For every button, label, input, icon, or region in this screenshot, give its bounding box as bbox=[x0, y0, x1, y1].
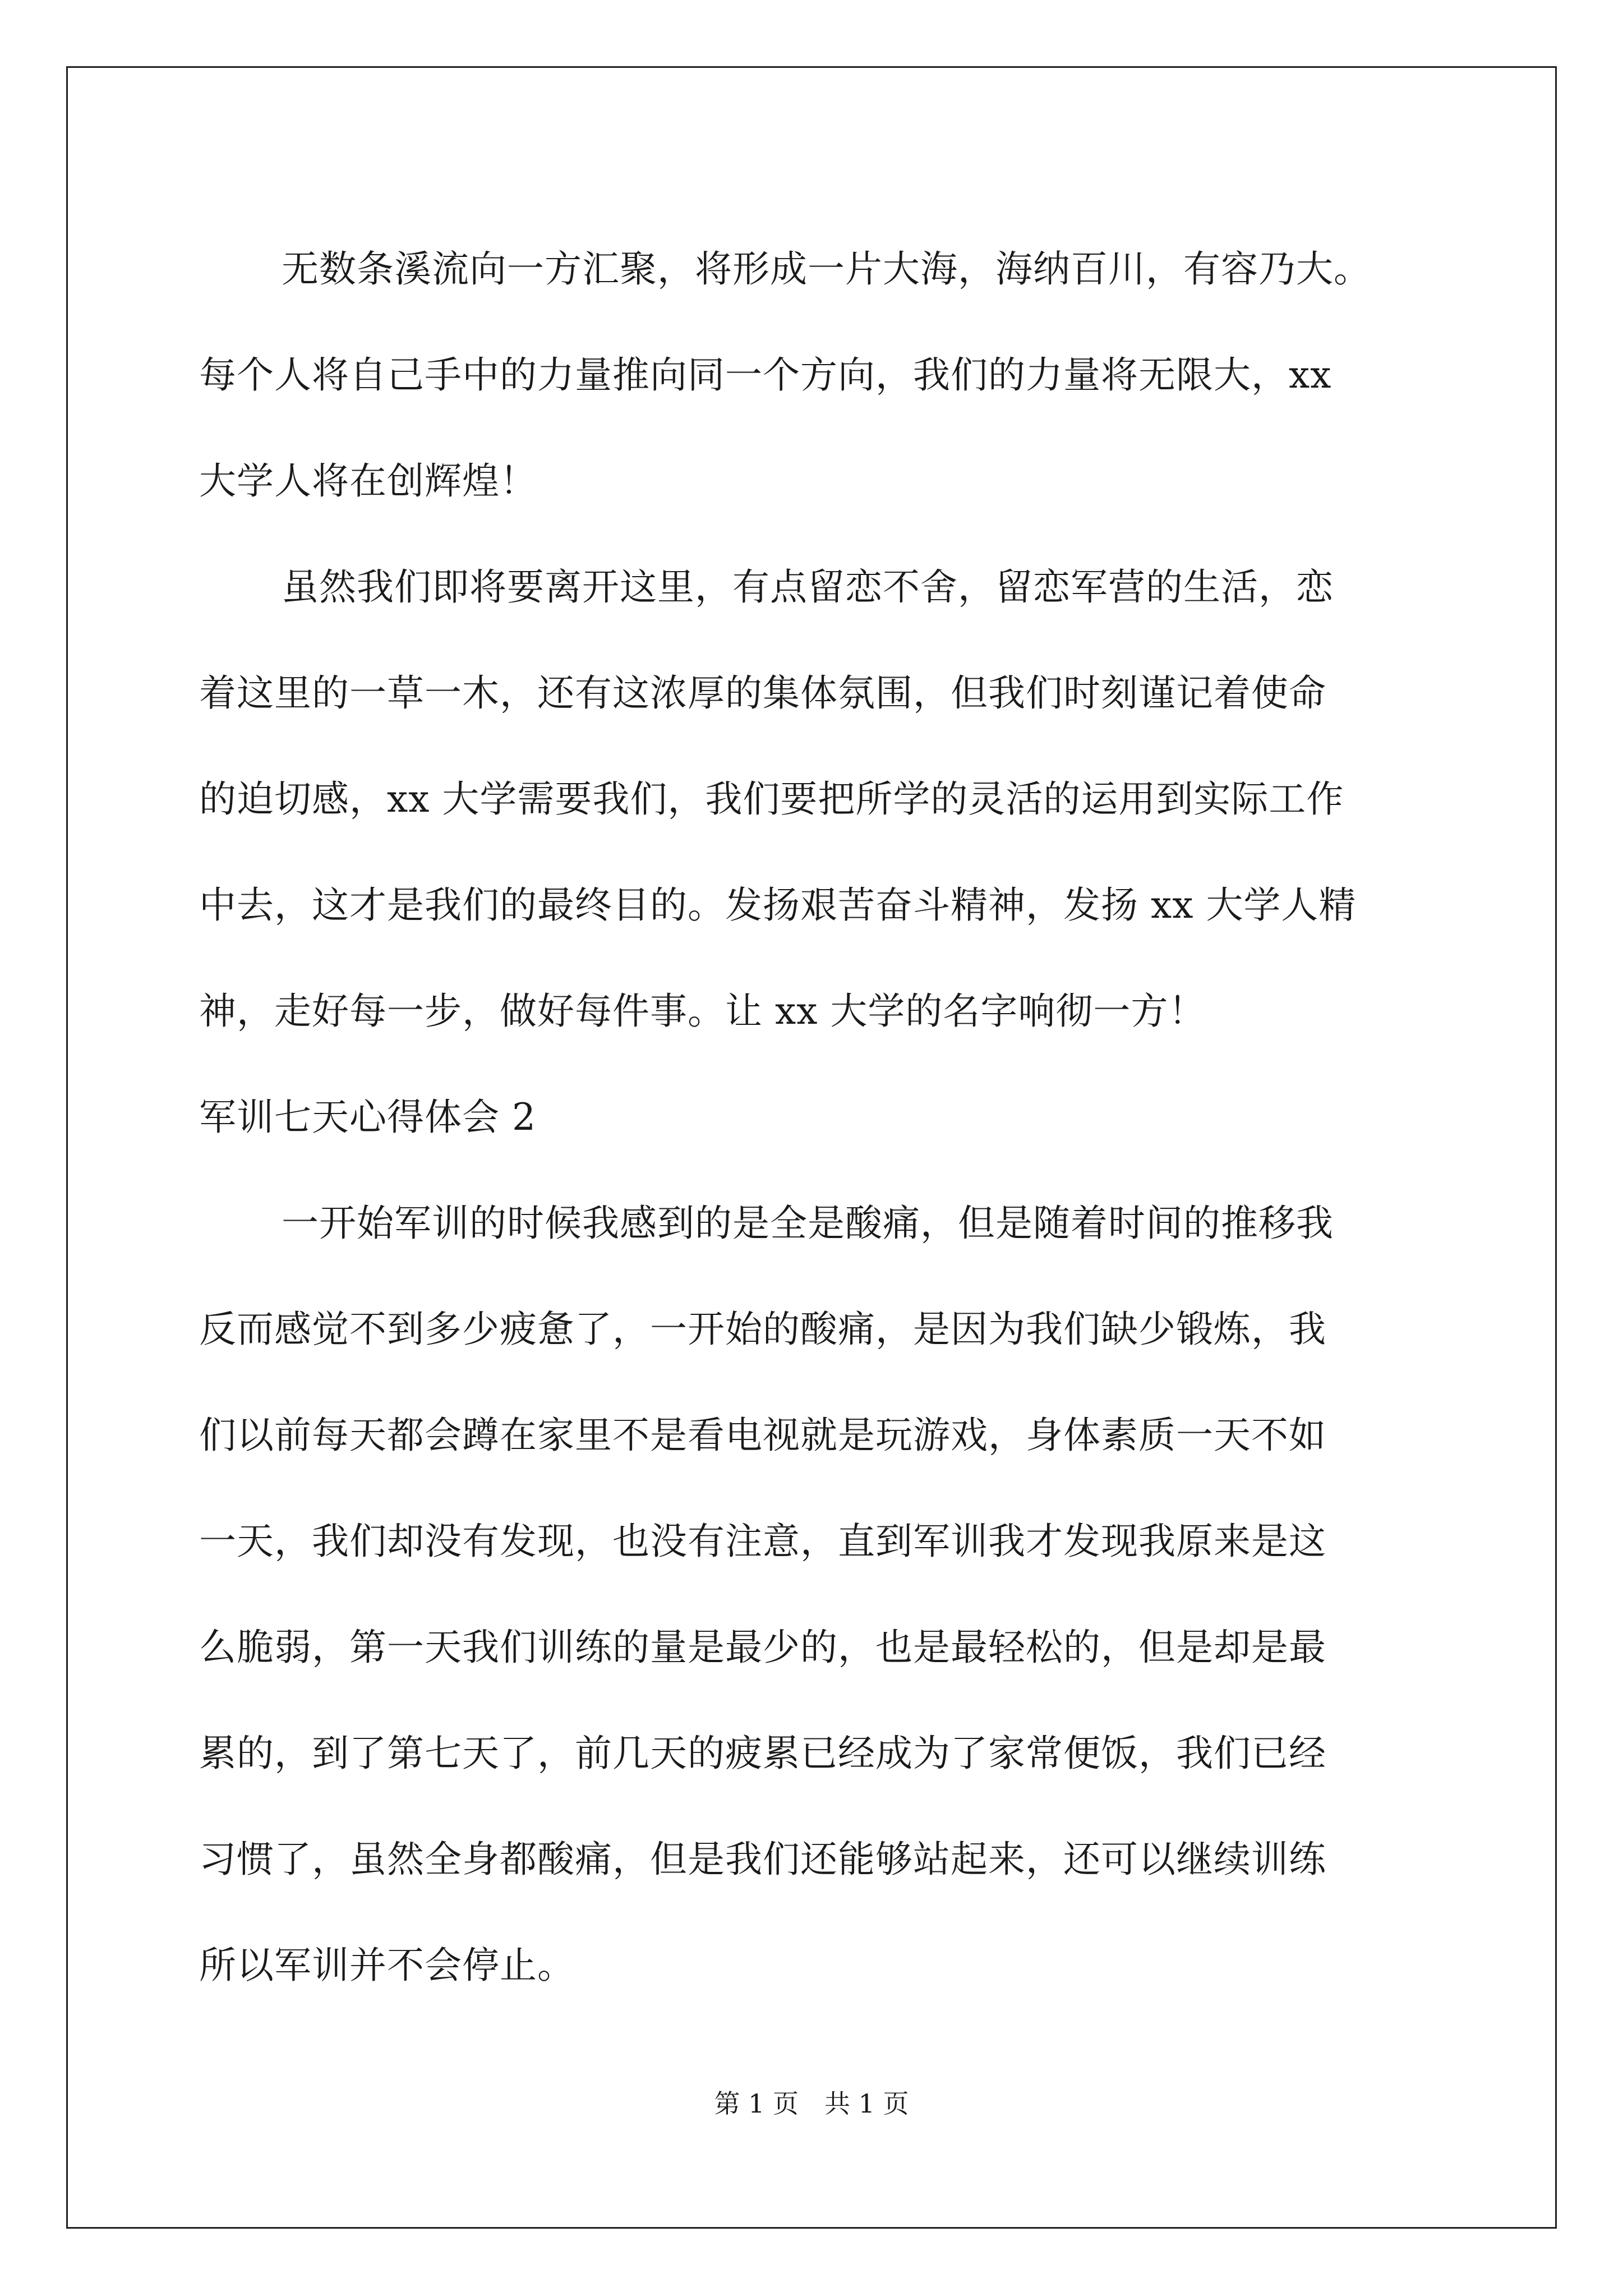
paragraph-2-line-5: 神，走好每一步，做好每件事。让 xx 大学的名字响彻一方！ bbox=[199, 990, 1206, 1033]
paragraph-3-line-5: 么脆弱，第一天我们训练的量是最少的，也是最轻松的，但是却是最 bbox=[199, 1626, 1326, 1669]
paragraph-2-line-1: 虽然我们即将要离开这里，有点留恋不舍，留恋军营的生活，恋 bbox=[282, 565, 1334, 609]
paragraph-1-line-1: 无数条溪流向一方汇聚，将形成一片大海，海纳百川，有容乃大。 bbox=[282, 247, 1371, 291]
paragraph-3-line-7: 习惯了，虽然全身都酸痛，但是我们还能够站起来，还可以继续训练 bbox=[199, 1838, 1326, 1881]
paragraph-2-line-3: 的迫切感，xx 大学需要我们，我们要把所学的灵活的运用到实际工作 bbox=[199, 777, 1344, 821]
paragraph-1-line-2: 每个人将自己手中的力量推向同一个方向，我们的力量将无限大，xx bbox=[199, 353, 1332, 397]
paragraph-3-line-1: 一开始军训的时候我感到的是全是酸痛，但是随着时间的推移我 bbox=[282, 1202, 1334, 1245]
page-footer: 第 1 页 共 1 页 bbox=[714, 2088, 909, 2119]
paragraph-2-line-4: 中去，这才是我们的最终目的。发扬艰苦奋斗精神，发扬 xx 大学人精 bbox=[199, 884, 1357, 927]
document-body bbox=[199, 216, 1436, 2018]
paragraph-3-line-4: 一天，我们却没有发现，也没有注意，直到军训我才发现我原来是这 bbox=[199, 1520, 1326, 1563]
paragraph-2-line-2: 着这里的一草一木，还有这浓厚的集体氛围，但我们时刻谨记着使命 bbox=[199, 671, 1326, 715]
paragraph-1-line-3: 大学人将在创辉煌！ bbox=[199, 459, 537, 503]
paragraph-3-line-8: 所以军训并不会停止。 bbox=[199, 1944, 575, 1987]
paragraph-3-line-6: 累的，到了第七天了，前几天的疲累已经成为了家常便饭，我们已经 bbox=[199, 1732, 1326, 1775]
paragraph-3-line-3: 们以前每天都会蹲在家里不是看电视就是玩游戏，身体素质一天不如 bbox=[199, 1414, 1326, 1457]
section-title: 军训七天心得体会 2 bbox=[199, 1096, 536, 1139]
paragraph-3-line-2: 反而感觉不到多少疲惫了，一开始的酸痛，是因为我们缺少锻炼，我 bbox=[199, 1308, 1326, 1351]
